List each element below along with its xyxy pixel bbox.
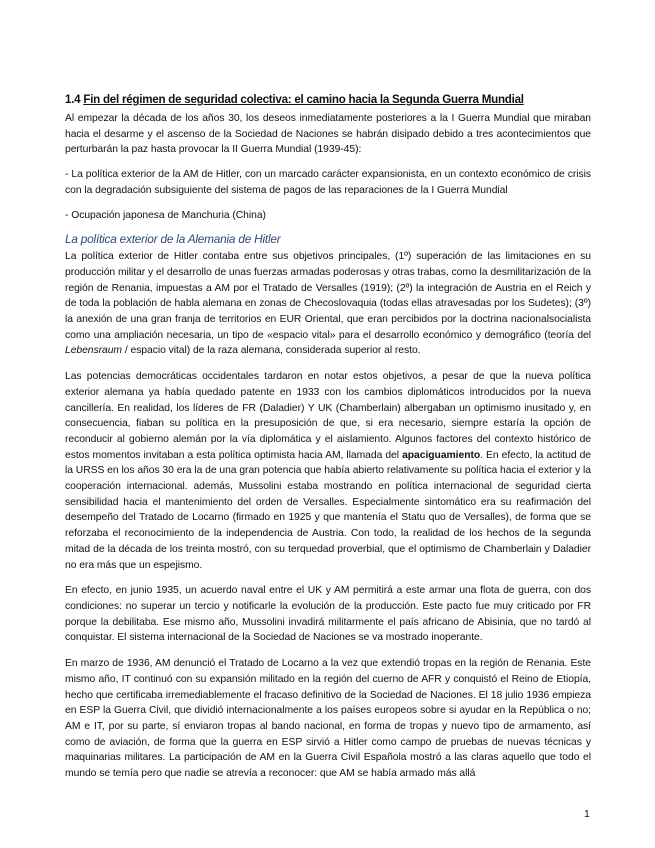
page-number: 1	[584, 808, 590, 820]
paragraph-1	[65, 249, 591, 359]
section-number: 1.4	[65, 93, 81, 106]
paragraph-2	[65, 369, 591, 573]
paragraph-3: En efecto, en junio 1935, un acuerdo naval entre el UK y AM permitirá a este armar una flota de guerra, con dos condiciones: no superar un tercio y notificarle la evolución de la producción. Este pacto fue muy criticado por FR porque la debilitaba. Ese mismo año, Mussolini invadirá militarmente el país africano de Abisinia, que no tardó al conquistar. El sistema internacional de la Sociedad de Naciones se va mostrado inoperante.	[65, 585, 591, 644]
paragraph-1-text-b: / espacio vital) de la raza alemana, considerada superior al resto.	[122, 345, 421, 357]
paragraph-1-text-a: La política exterior de Hitler contaba entre sus objetivos principales, (1º) superación de las limitaciones en su producción militar y el desarrollo de unas fuerzas armadas poderosas y otras trabas, como la desmilitarización de la región de Renania, impuestas a AM por el Tratado de Versalles (1919); (2º) la integración de Austria en el Reich y de toda la población de habla alemana en zonas de Checoslovaquia (todas ellas atravesadas por los Sudetes); (3º) la anexión de una gran franja de territorios en EUR Oriental, que eran percibidos por la doctrina nacionalsocialista como una ampliación necesaria, un tipo de «espacio vital» para el desarrollo económico y demográfico (teoría del	[65, 251, 591, 341]
section-title: Fin del régimen de seguridad colectiva: el camino hacia la Segunda Guerra Mundial	[83, 93, 524, 106]
paragraph-2-bold-term: apaciguamiento	[402, 449, 481, 461]
intro-paragraph: Al empezar la década de los años 30, los deseos inmediatamente posteriores a la I Guerra Mundial que miraban hacia el desarme y el ascenso de la Sociedad de Naciones se habrán disipado debido a tres acontecimientos que perturbarán la paz hasta provocar la II Guerra Mundial (1939-45):	[65, 113, 591, 156]
paragraph-2-text-b: . En efecto, la actitud de la URSS en los años 30 era la de una gran potencia que había abierto relativamente su política hacia el exterior y la cooperación internacional. además, Mussolini estaba mostrando en política internacional de seguridad cierta sensibilidad hacia el mantenimiento del orden de Versalles. Especialmente sintomático era su reafirmación del desempeño del Tratado de Locarno (firmado en 1925 y que mantenía el Statu quo de Versalles), de forma que se reforzaba el reconocimiento de la independencia de Austria. Con todo, la realidad de los hechos de la segunda mitad de la década de los treinta mostró, con su terquedad proverbial, que el optimismo de Chamberlain y Daladier no era más que un espejismo.	[65, 449, 592, 571]
paragraph-2-text-a: Las potencias democráticas occidentales tardaron en notar estos objetivos, a pesar de que la nueva política exterior alemana ya había quedado patente en 1933 con los cambios diplomáticos introducidos por la nueva cancillería. En realidad, los líderes de FR (Daladier) Y UK (Chamberlain) albergaban un optimismo inusitado y, en consecuencia, fiaban su política en la presuposición de que, si era necesario, siempre estaría la opción de reconducir al gobierno alemán por la vía diplomática y el aislamiento. Algunos factores del contexto histórico de estos momentos invitaban a esta política optimista hacia AM, llamada del	[65, 371, 591, 461]
bullet-item-2: - Ocupación japonesa de Manchuria (China)	[65, 209, 266, 221]
paragraph-1-italic-term: Lebensraum	[65, 345, 123, 357]
paragraph-4: En marzo de 1936, AM denunció el Tratado de Locarno a la vez que extendió tropas en la región de Renania. Este mismo año, IT continuó con su expansión militado en la región del cuerno de AFR y conquistó el Reino de Etiopía, hecho que certificaba irremediablemente el fracaso definitivo de la Sociedad de Naciones. El 18 julio 1936 empieza en ESP la Guerra Civil, que dividió internacionalmente a los países europeos sobre si ayudar en la República o no; AM e IT, por su parte, sí enviaron tropas al bando nacional, en forma de tropas y nuevo tipo de armamento, así como de aviación, de forma que la guerra en ESP sirvió a Hitler como campo de pruebas de nuevas técnicas y maquinarias militares. La participación de AM en la Guerra Civil Española mostró a las claras aquello que todo el mundo se temía pero que nadie se atrevía a reconocer: que AM se había armado más allá	[65, 658, 591, 780]
document-page	[65, 93, 591, 782]
section-heading	[65, 93, 591, 107]
subheading: La política exterior de la Alemania de Hitler	[65, 232, 281, 247]
bullet-item-1: - La política exterior de la AM de Hitler, con un marcado carácter expansionista, en un contexto económico de crisis con la degradación subsiguiente del sistema de pagos de las reparaciones de la I Guerra Mundial	[65, 169, 591, 196]
